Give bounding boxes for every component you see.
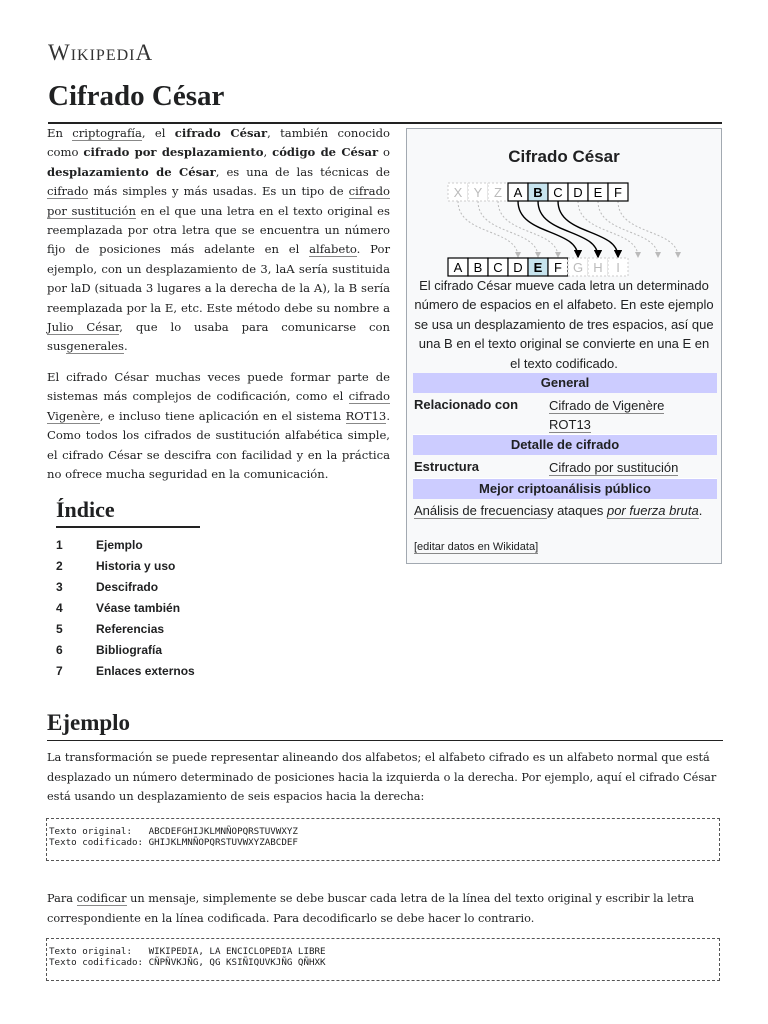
page-title: Cifrado César: [48, 76, 722, 124]
text-run: ,: [263, 145, 273, 160]
plain-row-letter: E: [593, 185, 603, 200]
toc-item-label[interactable]: Historia y uso: [96, 559, 176, 573]
inline-link[interactable]: ROT13: [345, 408, 387, 423]
inline-link[interactable]: cifrado por sustitución: [47, 184, 390, 218]
toc-item-label[interactable]: Enlaces externos: [96, 664, 195, 678]
toc-item[interactable]: [56, 601, 216, 622]
intro-text: [47, 124, 390, 495]
caesar-shift-diagram: [446, 181, 686, 277]
structure-value: [549, 458, 715, 477]
plain-row-letter: Z: [494, 185, 502, 200]
text-run: , el: [141, 126, 175, 140]
bold-term: cifrado César: [174, 126, 268, 140]
bold-term: código de César: [272, 145, 379, 160]
toc-item-label[interactable]: Descifrado: [96, 580, 159, 594]
structure-label: Estructura: [414, 459, 480, 474]
plain-row-letter: B: [533, 185, 543, 200]
structure-link[interactable]: Cifrado por sustitución: [549, 460, 679, 475]
attack-value: [414, 502, 714, 519]
toc-item[interactable]: [56, 643, 216, 664]
related-link-rot13[interactable]: ROT13: [549, 417, 591, 432]
cipher-row-letter: H: [593, 260, 603, 275]
text-run: más simples y más usadas. Es un tipo de: [88, 184, 349, 199]
cipher-row-letter: G: [572, 260, 584, 275]
plain-row-letter: C: [553, 185, 563, 200]
shift-arrow: [578, 201, 638, 257]
section-paragraph-1: La transformación se puede representar alineando dos alfabetos; el alfabeto cifrado es un alfabeto normal que está desplazado un número determinado de posiciones hacia la izquierda o la derecha. Por ejemplo, aquí el cifrado César está usando un desplazamiento de seis espacios hacia la derecha:: [47, 751, 717, 804]
cipher-row-letter: I: [616, 260, 620, 275]
plain-row-letter: F: [614, 185, 622, 200]
plain-row-letter: Y: [473, 185, 483, 200]
plain-row-letter: D: [573, 185, 583, 200]
text-run: El cifrado César muchas veces puede formar parte de sistemas más complejos de codificación, como el: [47, 369, 390, 404]
inline-link[interactable]: generales: [66, 339, 124, 354]
text-run: o: [378, 145, 391, 160]
shift-arrow: [518, 201, 578, 257]
edit-wikidata-link[interactable]: [editar datos en Wikidata]: [414, 541, 539, 553]
infobox-caption: El cifrado César mueve cada letra un determinado número de espacios en el alfabeto. En este ejemplo se usa un desplazamiento de tres espacios, así que una B en el texto original se convierte en una E en el texto codificado.: [414, 278, 714, 371]
infobox-title: Cifrado César: [508, 147, 620, 166]
infobox-header-attack: Mejor criptoanálisis público: [413, 479, 717, 499]
code-block-alphabet: Texto original: ABCDEFGHIJKLMNÑOPQRSTUVWXYZ Texto codificado: GHIJKLMNÑOPQRSTUVWXYZABCDEF: [46, 818, 720, 861]
text-run: En: [47, 126, 73, 140]
toc-item-number: 7: [56, 664, 63, 678]
text-run: .: [123, 339, 128, 354]
toc-item[interactable]: [56, 538, 216, 559]
shift-arrow: [478, 201, 538, 257]
toc-item[interactable]: [56, 559, 216, 580]
text-run: , que lo usaba para comunicarse con sus: [47, 320, 390, 354]
bold-term: cifrado por desplazamiento: [83, 145, 264, 160]
toc-item-number: 3: [56, 580, 63, 594]
inline-link[interactable]: codificar: [76, 892, 127, 905]
section-paragraph-2: [47, 889, 723, 928]
text-run: en el que una letra en el texto original es reemplazada por otra letra que se encuentra un número fijo de posiciones más adelante en el: [47, 203, 390, 257]
inline-link[interactable]: cifrado: [47, 184, 89, 199]
infobox-header-detail: Detalle de cifrado: [413, 435, 717, 455]
shift-arrow: [558, 201, 618, 257]
text-run: , también conocido como: [47, 126, 390, 160]
plain-row-letter: X: [453, 185, 463, 200]
toc-item-number: 2: [56, 559, 63, 573]
code-block-example: Texto original: WIKIPEDIA, LA ENCICLOPEDIA LIBRE Texto codificado: CÑPÑVKJÑG, QG KSIÑIQUVKJÑG QÑHXK: [46, 938, 720, 981]
frequency-analysis-link[interactable]: Análisis de frecuencias: [414, 503, 547, 518]
bold-term: desplazamiento de César: [47, 164, 216, 179]
toc-title: Índice: [56, 497, 200, 528]
section-title-ejemplo: Ejemplo: [47, 710, 723, 741]
inline-link[interactable]: Julio César: [47, 320, 120, 335]
shift-arrow: [618, 201, 678, 257]
text-run: Para: [47, 892, 77, 905]
attack-end: .: [698, 503, 703, 518]
cipher-row-letter: D: [513, 260, 523, 275]
text-run: , es una de las técnicas de: [215, 164, 390, 179]
shift-arrow: [538, 201, 598, 257]
text-run: un mensaje, simplemente se debe buscar cada letra de la línea del texto original y escribir la letra correspondiente en la línea codificada. Para decodificarlo se debe hacer lo contrario.: [47, 892, 695, 925]
inline-link[interactable]: alfabeto: [309, 242, 357, 257]
toc-item[interactable]: [56, 580, 216, 601]
wikipedia-logo[interactable]: WikipediA: [48, 40, 154, 65]
shift-arrow: [598, 201, 658, 257]
cipher-row-letter: E: [533, 260, 543, 275]
related-link-vigenere[interactable]: Cifrado de Vigenère: [549, 398, 665, 413]
cipher-row-letter: C: [493, 260, 503, 275]
text-run: . Por ejemplo, con un desplazamiento de 3, laA sería sustituida por laD (situada 3 lugares a la derecha de la A), la B sería reemplazada por la E, etc. Este método debe su nombre a: [47, 242, 390, 315]
shift-arrow: [458, 201, 518, 257]
cipher-row-letter: A: [453, 260, 463, 275]
infobox: [406, 128, 722, 564]
toc-item-number: 5: [56, 622, 63, 636]
intro-paragraph-2: [47, 368, 390, 484]
text-run: , e incluso tiene aplicación en el sistema: [99, 408, 346, 423]
inline-link[interactable]: criptografía: [72, 126, 142, 140]
toc-item-label[interactable]: Véase también: [96, 601, 181, 615]
cipher-row-letter: B: [473, 260, 483, 275]
attack-text: y ataques: [546, 503, 607, 518]
text-run: . Como todos los cifrados de sustitución alfabética simple, el cifrado César se descifra con facilidad y en la práctica no ofrece mucha seguridad en la comunicación.: [47, 408, 390, 481]
infobox-header-general: General: [413, 373, 717, 393]
shift-arrow: [498, 201, 558, 257]
related-values: [549, 396, 715, 434]
table-of-contents: [56, 497, 216, 685]
toc-item-label[interactable]: Referencias: [96, 622, 165, 636]
inline-link[interactable]: cifrado Vigenère: [47, 389, 390, 423]
plain-row-letter: A: [513, 185, 523, 200]
intro-paragraph-1: [47, 124, 390, 357]
cipher-row-letter: F: [554, 260, 562, 275]
toc-item-label[interactable]: Ejemplo: [96, 538, 143, 552]
toc-item-label[interactable]: Bibliografía: [96, 643, 163, 657]
toc-item-number: 6: [56, 643, 63, 657]
toc-list: [56, 538, 216, 685]
brute-force-link[interactable]: por fuerza bruta: [606, 503, 699, 518]
toc-item[interactable]: [56, 664, 216, 685]
related-label: Relacionado con: [414, 397, 519, 412]
toc-item[interactable]: [56, 622, 216, 643]
toc-item-number: 1: [56, 538, 63, 552]
toc-item-number: 4: [56, 601, 63, 615]
